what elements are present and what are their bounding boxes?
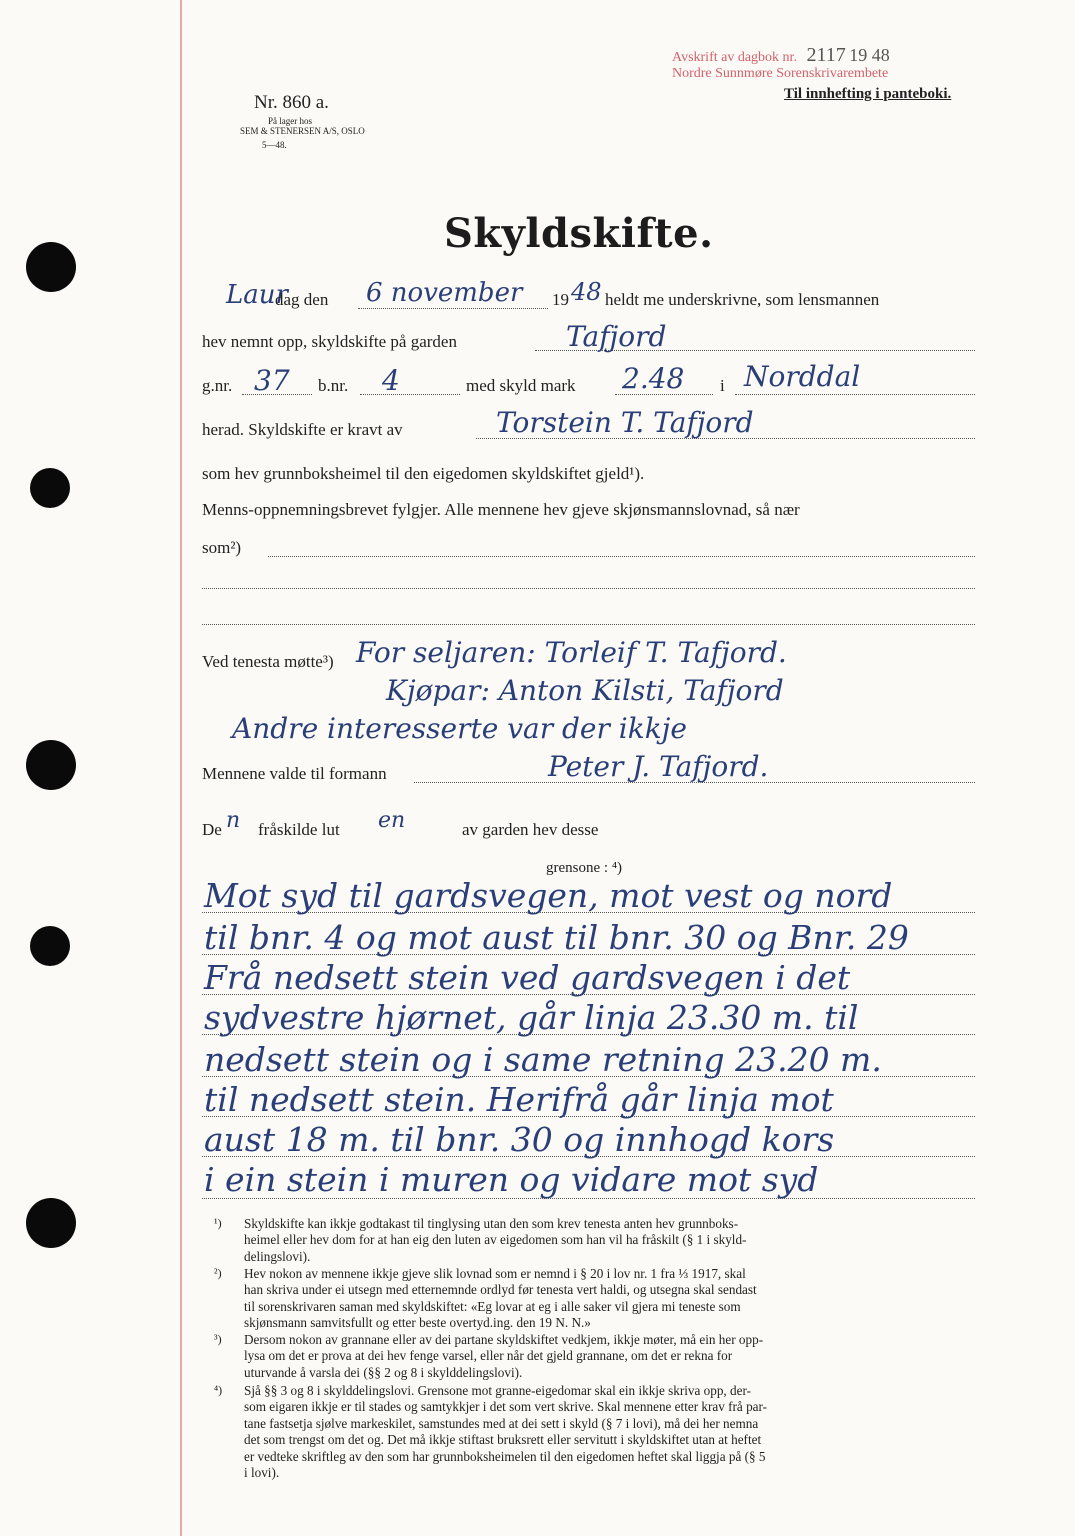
stamp-line3: Til innhefting i panteboki. [784, 86, 952, 102]
split-rest: av garden hev desse [462, 820, 599, 839]
footnote-line: til sorenskrivaren saman med skyldskiftet: «Eg lovar at eg i alle saker vil gjera mi teneste som [244, 1298, 741, 1314]
farm-label: hev nemnt opp, skyldskifte på garden [202, 332, 457, 351]
border-line: til bnr. 4 og mot aust til bnr. 30 og Bnr. 29 [204, 918, 909, 957]
footnote-line: er vedteke skriftleg av den som har grunnboksheimelen til den eigedomen heftet skal liggja på (§ 5 [244, 1448, 766, 1464]
footnote-line: lysa om det er prova at dei hev fenge varsel, eller når det gjeld grannane, om det er rekna for [244, 1348, 733, 1364]
requester-value: Torstein T. Tafjord [496, 406, 754, 439]
day-suffix: dag den [275, 290, 329, 309]
punch-hole [30, 926, 70, 966]
stamp-number: 2117 [806, 44, 846, 66]
footnote-number: ³) [214, 1332, 222, 1346]
year-value: 48 [571, 278, 602, 306]
footnote-line: heimel eller hev dom for at han eig den luten av eigedomen som han vil ha fråskilt (§ 1 i skyld- [244, 1232, 747, 1248]
footnote-line: som eigaren ikkje er til stades og samtykkjer i det som vert skrive. Skal mennene etter krav frå par- [244, 1399, 768, 1415]
registry-stamp [672, 44, 890, 67]
punch-hole [30, 468, 70, 508]
footnote-line: det som trengst om det og. Det må ikkje stiftast bruksrett eller servitutt i skyldskiftet utan at heftet [244, 1432, 762, 1448]
chair-label: Mennene valde til formann [202, 764, 387, 783]
skyld-label: med skyld mark [466, 376, 576, 395]
border-line: nedsett stein og i same retning 23.20 m. [204, 1040, 882, 1079]
split-label: fråskilde lut [258, 820, 340, 839]
split-handwritten: en [378, 808, 406, 833]
footnote-number: ²) [214, 1266, 222, 1280]
gnr-value: 37 [254, 364, 290, 397]
red-margin-line [180, 0, 182, 1536]
year-prefix: 19 [552, 290, 569, 309]
punch-hole [26, 740, 76, 790]
blank-rule-2 [202, 624, 975, 625]
day-prefix: Laur [226, 280, 288, 310]
footnote-number: ⁴) [214, 1383, 223, 1397]
footnote-line: skjønsmann samvitsfullt og etter beste overtyd.ing. den 19 N. N.» [244, 1315, 591, 1331]
blank-rule-1 [202, 588, 975, 589]
footnote-text [244, 1383, 767, 1481]
present-line3: Andre interesserte var der ikkje [232, 712, 687, 745]
present-label: Ved tenesta møtte³) [202, 652, 334, 671]
footnote-text [244, 1216, 746, 1265]
border-line: Frå nedsett stein ved gardsvegen i det [204, 958, 851, 997]
form-number: Nr. 860 a. [254, 92, 329, 113]
stamp-line2: Nordre Sunnmøre Sorenskrivarembete [672, 66, 889, 81]
de-handwritten: n [226, 808, 241, 833]
punch-hole [26, 1198, 76, 1248]
line6-text: Menns-oppnemningsbrevet fylgjer. Alle mennene hev gjeve skjønsmannslovnad, så nær [202, 500, 800, 519]
printer-line3: 5—48. [262, 140, 287, 150]
present-line2: Kjøpar: Anton Kilsti, Tafjord [386, 674, 784, 707]
footnote-line: Sjå §§ 3 og 8 i skylddelingslovi. Grensone mot granne-eigedomar skal ein ikkje skriva opp, der- [244, 1383, 751, 1398]
printer-line2: SEM & STENERSEN A/S, OSLO [240, 126, 365, 136]
chairman-value: Peter J. Tafjord. [548, 750, 769, 783]
border-line: sydvestre hjørnet, går linja 23.30 m. til [204, 998, 859, 1037]
line5-text: som hev grunnboksheimel til den eigedomen skyldskiftet gjeld¹). [202, 464, 645, 483]
present-line1: For seljaren: Torleif T. Tafjord. [356, 636, 787, 669]
footnote-text [244, 1266, 757, 1332]
municipality-rule [735, 394, 975, 395]
border-line: aust 18 m. til bnr. 30 og innhogd kors [204, 1120, 835, 1159]
gnr-label: g.nr. [202, 376, 233, 395]
farm-value: Tafjord [566, 320, 667, 353]
footnote-line: i lovi). [244, 1465, 280, 1481]
border-line: i ein stein i muren og vidare mot syd [204, 1160, 819, 1199]
date-rule [358, 308, 548, 309]
footnote-line: tane fastsetja sjølve markeskilet, samstundes med at dei sett i skyld (§ 7 i lovi), må dei her nemna [244, 1415, 759, 1431]
border-line: til nedsett stein. Herifrå går linja mot [204, 1080, 834, 1119]
bnr-value: 4 [382, 364, 400, 397]
footnote-text [244, 1332, 763, 1381]
punch-hole [26, 242, 76, 292]
bnr-rule [360, 394, 460, 395]
footnote-line: han skriva under ei utsegn med etternemnde ordlyd før tenesta vert haldi, og utsegna skal sendast [244, 1282, 757, 1298]
municipality-value: Norddal [744, 360, 861, 393]
stamp-year: 19 48 [849, 45, 890, 65]
bnr-label: b.nr. [318, 376, 349, 395]
line1-rest: heldt me underskrivne, som lensmannen [605, 290, 880, 309]
borders-label: grensone : ⁴) [546, 860, 623, 876]
printer-line1: På lager hos [268, 116, 312, 126]
de-label: De [202, 820, 222, 839]
line7-text: som²) [202, 538, 242, 557]
footnote-line: Hev nokon av mennene ikkje gjeve slik lovnad som er nemnd i § 20 i lov nr. 1 fra ⅓ 1917, skal [244, 1266, 746, 1281]
footnote-number: ¹) [214, 1216, 222, 1230]
footnote-line: uturvande å varsla dei (§§ 2 og 8 i skylddelingslovi). [244, 1364, 523, 1380]
footnote-line: delingslovi). [244, 1248, 311, 1264]
footnote-line: Skyldskifte kan ikkje godtakast til tinglysing utan den som krev tenesta anten hev grunnboks- [244, 1216, 739, 1231]
line7-rule [268, 556, 975, 557]
border-line: Mot syd til gardsvegen, mot vest og nord [204, 876, 893, 915]
stamp-line1: Avskrift av dagbok nr. [672, 50, 797, 65]
herad-label: herad. Skyldskifte er kravt av [202, 420, 403, 439]
page-title: Skyldskifte. [444, 210, 714, 257]
i-label: i [720, 376, 725, 395]
date-value: 6 november [366, 278, 523, 308]
footnote-line: Dersom nokon av grannane eller av dei partane skyldskiftet vedkjem, ikkje møter, må ein her opp- [244, 1332, 764, 1347]
skyld-value: 2.48 [622, 362, 685, 395]
